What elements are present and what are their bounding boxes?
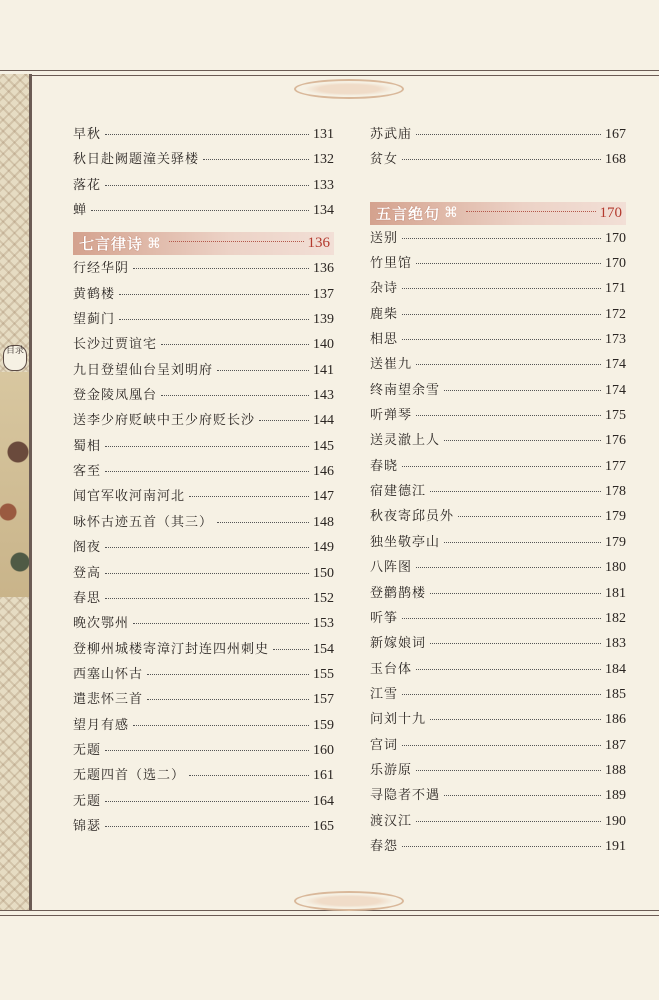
- dot-leader: [444, 390, 601, 391]
- dot-leader: [416, 415, 601, 416]
- entry-title: 寻隐者不遇: [370, 788, 441, 804]
- dot-leader: [416, 567, 601, 568]
- toc-entry[interactable]: [73, 359, 334, 384]
- entry-page-number: 141: [313, 362, 334, 378]
- toc-entry[interactable]: [370, 227, 626, 252]
- toc-entry[interactable]: [73, 460, 334, 485]
- entry-page-number: 190: [605, 813, 626, 829]
- toc-entry[interactable]: [370, 607, 626, 632]
- entry-title: 宿建德江: [370, 484, 427, 500]
- dot-leader: [466, 211, 595, 212]
- toc-entry[interactable]: [73, 688, 334, 713]
- entry-page-number: 159: [313, 717, 334, 733]
- toc-entry[interactable]: [370, 404, 626, 429]
- entry-page-number: 173: [605, 332, 626, 348]
- dot-leader: [217, 522, 309, 523]
- entry-title: 望月有感: [73, 717, 130, 733]
- top-border: [0, 70, 659, 76]
- toc-entry[interactable]: [73, 123, 334, 148]
- dot-leader: [444, 542, 601, 543]
- entry-page-number: 178: [605, 484, 626, 500]
- entry-title: 鹿柴: [370, 306, 399, 322]
- entry-page-number: 164: [313, 793, 334, 809]
- entry-page-number: 174: [605, 357, 626, 373]
- toc-entry[interactable]: [370, 810, 626, 835]
- entry-title: 阁夜: [73, 540, 102, 556]
- dot-leader: [105, 134, 309, 135]
- entry-title: 贫女: [370, 152, 399, 168]
- dot-leader: [105, 598, 309, 599]
- toc-entry[interactable]: [73, 308, 334, 333]
- dot-leader: [105, 826, 309, 827]
- entry-title: 早秋: [73, 127, 102, 142]
- left-border: [29, 74, 32, 910]
- dot-leader: [189, 775, 309, 776]
- toc-entry[interactable]: [73, 739, 334, 764]
- entry-page-number: 136: [313, 261, 334, 277]
- entry-title: 长沙过贾谊宅: [73, 337, 158, 353]
- entry-page-number: 145: [313, 438, 334, 454]
- entry-page-number: 157: [313, 692, 334, 708]
- entry-title: 渡汉江: [370, 813, 413, 829]
- dot-leader: [430, 643, 601, 644]
- section-header[interactable]: [73, 232, 334, 255]
- bottom-border: [0, 910, 659, 916]
- entry-page-number: 161: [313, 768, 334, 784]
- entry-title: 春怨: [370, 838, 399, 854]
- toc-entry[interactable]: [370, 480, 626, 505]
- toc-entry[interactable]: [73, 485, 334, 510]
- entry-title: 秋日赴阙题潼关驿楼: [73, 152, 200, 168]
- dot-leader: [119, 319, 309, 320]
- toc-entry[interactable]: [370, 252, 626, 277]
- entry-page-number: 153: [313, 616, 334, 632]
- toc-right-column: [370, 123, 626, 860]
- toc-entry[interactable]: [73, 714, 334, 739]
- toc-entry[interactable]: [73, 815, 334, 840]
- knot-icon: ⌘: [147, 235, 162, 252]
- toc-entry[interactable]: [370, 505, 626, 530]
- entry-page-number: 174: [605, 382, 626, 398]
- entry-title: 终南望余雪: [370, 382, 441, 398]
- toc-left-column: [73, 123, 334, 840]
- entry-page-number: 143: [313, 388, 334, 404]
- dot-leader: [203, 159, 309, 160]
- dot-leader: [133, 725, 309, 726]
- dot-leader: [416, 263, 601, 264]
- dot-leader: [189, 496, 309, 497]
- entry-page-number: 149: [313, 540, 334, 556]
- entry-title: 江雪: [370, 686, 399, 702]
- entry-page-number: 191: [605, 838, 626, 854]
- entry-page-number: 188: [605, 762, 626, 778]
- dot-leader: [119, 294, 309, 295]
- toc-entry[interactable]: [73, 384, 334, 409]
- toc-entry[interactable]: [370, 708, 626, 733]
- toc-entry[interactable]: [73, 174, 334, 199]
- toc-entry[interactable]: [370, 277, 626, 302]
- entry-page-number: 131: [313, 127, 334, 142]
- dot-leader: [402, 694, 601, 695]
- toc-entry[interactable]: [370, 328, 626, 353]
- entry-title: 客至: [73, 464, 102, 480]
- dot-leader: [161, 395, 309, 396]
- dot-leader: [105, 801, 309, 802]
- toc-entry[interactable]: [73, 790, 334, 815]
- entry-title: 听筝: [370, 610, 399, 626]
- entry-title: 八阵图: [370, 560, 413, 576]
- entry-title: 竹里馆: [370, 256, 413, 272]
- dot-leader: [402, 846, 601, 847]
- toc-entry[interactable]: [73, 638, 334, 663]
- entry-title: 登金陵凤凰台: [73, 388, 158, 404]
- entry-page-number: 134: [313, 203, 334, 219]
- toc-entry[interactable]: [73, 199, 334, 224]
- toc-entry[interactable]: [73, 435, 334, 460]
- entry-page-number: 140: [313, 337, 334, 353]
- entry-page-number: 186: [605, 712, 626, 728]
- dot-leader: [416, 770, 601, 771]
- entry-title: 黄鹤楼: [73, 286, 116, 302]
- dot-leader: [402, 339, 601, 340]
- entry-page-number: 144: [313, 413, 334, 429]
- dot-leader: [430, 491, 601, 492]
- entry-page-number: 154: [313, 641, 334, 657]
- column-spacer: [370, 174, 626, 194]
- entry-title: 相思: [370, 332, 399, 348]
- entry-title: 登柳州城楼寄漳汀封连四州刺史: [73, 641, 270, 657]
- entry-page-number: 183: [605, 636, 626, 652]
- dot-leader: [147, 674, 309, 675]
- toc-entry[interactable]: [73, 283, 334, 308]
- dot-leader: [105, 185, 309, 186]
- entry-page-number: 177: [605, 458, 626, 474]
- dot-leader: [416, 669, 601, 670]
- entry-title: 杂诗: [370, 281, 399, 297]
- dot-leader: [458, 516, 601, 517]
- entry-page-number: 150: [313, 565, 334, 581]
- toc-entry[interactable]: [370, 683, 626, 708]
- dot-leader: [402, 466, 601, 467]
- toc-entry[interactable]: [370, 379, 626, 404]
- entry-page-number: 146: [313, 464, 334, 480]
- toc-entry[interactable]: [370, 303, 626, 328]
- entry-title: 登鹳鹊楼: [370, 585, 427, 601]
- entry-page-number: 172: [605, 306, 626, 322]
- entry-title: 行经华阴: [73, 261, 130, 277]
- toc-entry[interactable]: [73, 257, 334, 282]
- toc-entry[interactable]: [73, 333, 334, 358]
- dot-leader: [430, 719, 601, 720]
- toc-entry[interactable]: [73, 562, 334, 587]
- dot-leader: [416, 821, 601, 822]
- entry-title: 西塞山怀古: [73, 666, 144, 682]
- dot-leader: [161, 344, 309, 345]
- dot-leader: [217, 370, 309, 371]
- toc-entry[interactable]: [73, 612, 334, 637]
- entry-page-number: 171: [605, 281, 626, 297]
- dot-leader: [273, 649, 309, 650]
- entry-title: 听弹琴: [370, 408, 413, 424]
- knot-icon: ⌘: [444, 205, 459, 222]
- dot-leader: [402, 314, 601, 315]
- bottom-ornament-icon: [294, 891, 404, 911]
- entry-page-number: 147: [313, 489, 334, 505]
- dot-leader: [147, 699, 309, 700]
- entry-title: 无题: [73, 793, 102, 809]
- toc-entry[interactable]: [370, 148, 626, 173]
- side-label-contents: 目录: [3, 345, 27, 371]
- toc-entry[interactable]: [370, 531, 626, 556]
- toc-entry[interactable]: [370, 734, 626, 759]
- dot-leader: [133, 268, 309, 269]
- entry-title: 送崔九: [370, 357, 413, 373]
- toc-entry[interactable]: [370, 835, 626, 860]
- entry-title: 春思: [73, 590, 102, 606]
- toc-entry[interactable]: [370, 582, 626, 607]
- toc-entry[interactable]: [370, 784, 626, 809]
- entry-page-number: 180: [605, 560, 626, 576]
- entry-page-number: 139: [313, 312, 334, 328]
- entry-page-number: 148: [313, 514, 334, 530]
- entry-title: 乐游原: [370, 762, 413, 778]
- toc-entry[interactable]: [370, 455, 626, 480]
- toc-entry[interactable]: [370, 658, 626, 683]
- entry-title: 登高: [73, 565, 102, 581]
- toc-entry[interactable]: [370, 556, 626, 581]
- dot-leader: [402, 745, 601, 746]
- entry-page-number: 176: [605, 433, 626, 449]
- entry-title: 秋夜寄邱员外: [370, 509, 455, 525]
- dot-leader: [91, 210, 309, 211]
- toc-entry[interactable]: [73, 587, 334, 612]
- entry-page-number: 179: [605, 534, 626, 550]
- dot-leader: [416, 364, 601, 365]
- entry-title: 问刘十九: [370, 712, 427, 728]
- entry-page-number: 137: [313, 286, 334, 302]
- toc-entry[interactable]: [370, 759, 626, 784]
- toc-entry[interactable]: [73, 764, 334, 789]
- entry-title: 望蓟门: [73, 312, 116, 328]
- entry-page-number: 170: [605, 256, 626, 272]
- entry-title: 蜀相: [73, 438, 102, 454]
- toc-entry[interactable]: [370, 429, 626, 454]
- entry-page-number: 179: [605, 509, 626, 525]
- entry-page-number: 168: [605, 152, 626, 168]
- entry-page-number: 167: [605, 127, 626, 142]
- entry-page-number: 170: [605, 230, 626, 246]
- floral-painting-image: [0, 372, 29, 597]
- dot-leader: [402, 288, 601, 289]
- entry-title: 新嫁娘词: [370, 636, 427, 652]
- entry-page-number: 187: [605, 737, 626, 753]
- entry-page-number: 152: [313, 590, 334, 606]
- entry-title: 蝉: [73, 203, 88, 219]
- entry-title: 晚次鄂州: [73, 616, 130, 632]
- entry-title: 独坐敬亭山: [370, 534, 441, 550]
- dot-leader: [430, 593, 601, 594]
- dot-leader: [105, 573, 309, 574]
- entry-page-number: 185: [605, 686, 626, 702]
- dot-leader: [402, 238, 601, 239]
- entry-title: 九日登望仙台呈刘明府: [73, 362, 214, 378]
- section-header[interactable]: [370, 202, 626, 225]
- toc-entry[interactable]: [370, 632, 626, 657]
- dot-leader: [105, 446, 309, 447]
- entry-title: 玉台体: [370, 661, 413, 677]
- entry-page-number: 160: [313, 742, 334, 758]
- entry-title: 苏武庙: [370, 127, 413, 142]
- toc-entry[interactable]: [73, 409, 334, 434]
- entry-title: 送灵澈上人: [370, 433, 441, 449]
- toc-entry[interactable]: [73, 511, 334, 536]
- section-page-number: 170: [599, 204, 622, 221]
- entry-title: 落花: [73, 177, 102, 193]
- section-title: 七言律诗: [79, 235, 144, 254]
- dot-leader: [444, 795, 601, 796]
- entry-page-number: 181: [605, 585, 626, 601]
- entry-page-number: 182: [605, 610, 626, 626]
- dot-leader: [133, 623, 309, 624]
- toc-entry[interactable]: [73, 148, 334, 173]
- toc-entry[interactable]: [370, 353, 626, 378]
- entry-title: 锦瑟: [73, 818, 102, 834]
- toc-entry[interactable]: [73, 663, 334, 688]
- dot-leader: [169, 241, 303, 242]
- entry-title: 送李少府贬峡中王少府贬长沙: [73, 413, 256, 429]
- entry-title: 无题四首（选二）: [73, 768, 186, 784]
- dot-leader: [444, 440, 601, 441]
- entry-page-number: 184: [605, 661, 626, 677]
- dot-leader: [402, 618, 601, 619]
- dot-leader: [259, 420, 309, 421]
- dot-leader: [416, 134, 601, 135]
- entry-page-number: 165: [313, 818, 334, 834]
- dot-leader: [105, 471, 309, 472]
- entry-title: 闻官军收河南河北: [73, 489, 186, 505]
- section-title: 五言绝句: [376, 204, 441, 223]
- entry-title: 宫词: [370, 737, 399, 753]
- entry-title: 送别: [370, 230, 399, 246]
- entry-page-number: 133: [313, 177, 334, 193]
- entry-page-number: 175: [605, 408, 626, 424]
- entry-page-number: 155: [313, 666, 334, 682]
- toc-entry[interactable]: [73, 536, 334, 561]
- dot-leader: [105, 750, 309, 751]
- entry-title: 咏怀古迹五首（其三）: [73, 514, 214, 530]
- toc-entry[interactable]: [370, 123, 626, 148]
- entry-title: 无题: [73, 742, 102, 758]
- dot-leader: [402, 159, 601, 160]
- top-ornament-icon: [294, 79, 404, 99]
- entry-title: 春晓: [370, 458, 399, 474]
- dot-leader: [105, 547, 309, 548]
- section-page-number: 136: [307, 235, 330, 252]
- entry-title: 遣悲怀三首: [73, 692, 144, 708]
- entry-page-number: 189: [605, 788, 626, 804]
- entry-page-number: 132: [313, 152, 334, 168]
